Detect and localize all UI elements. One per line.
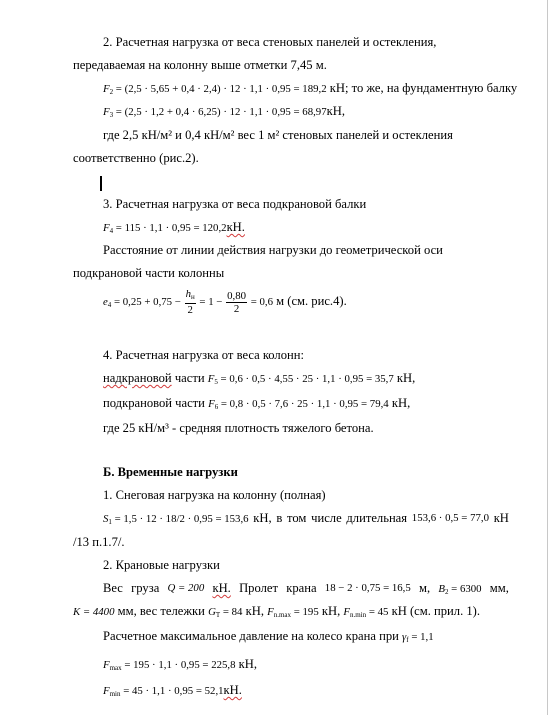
formula-s1 <box>103 510 509 530</box>
formula-expression: = 84 <box>220 606 243 618</box>
formula-fmin <box>103 682 242 702</box>
fraction-numerator: 0,80 <box>227 289 246 302</box>
text: том <box>287 511 307 525</box>
para-crane-line2 <box>73 603 480 623</box>
text: мм, <box>489 581 509 595</box>
formula-symbol: F <box>103 222 110 234</box>
formula-expression: = 1,1 <box>408 631 434 643</box>
formula-e4 <box>103 286 347 320</box>
text: длительная <box>346 511 408 525</box>
formula-symbol: F <box>103 685 110 697</box>
formula-symbol: F <box>208 398 215 410</box>
formula-expression: K = 4400 <box>73 606 115 618</box>
formula-tail: кН, <box>235 657 258 671</box>
text: груза <box>131 581 160 595</box>
formula-expression: = 195 · 1,1 · 0,95 = 225,8 <box>121 659 236 671</box>
formula-subscript: 1 <box>108 518 112 526</box>
formula-tail: м (см. рис.4). <box>272 294 347 308</box>
formula-subscript: 5 <box>214 378 218 386</box>
formula-f4 <box>103 219 245 239</box>
text: Вес <box>103 581 123 595</box>
formula-expression: = 1,5 · 12 · 18/2 · 0,95 = 153,6 <box>111 513 249 525</box>
formula-expression: = 6300 <box>448 583 482 595</box>
formula-expression: = 0,6 <box>248 296 273 308</box>
formula-expression: = (2,5 · 1,2 + 0,4 · 6,25) · 12 · 1,1 · 0,95 = 68,97 <box>113 106 327 118</box>
formula-subscript: max <box>109 664 122 672</box>
formula-expression: 153,6 · 0,5 = 77,0 <box>411 512 489 524</box>
para-columns-heading: 4. Расчетная нагрузка от веса колонн: <box>103 348 304 362</box>
para-weights-line2: соответственно (рис.2). <box>73 151 199 165</box>
text: м, <box>419 581 431 595</box>
text: числе <box>311 511 342 525</box>
formula-subscript: f <box>406 636 409 644</box>
para-distance-line1: Расстояние от линии действия нагрузки до геометрической оси <box>103 243 443 257</box>
text: кН (см. прил. 1). <box>388 604 481 618</box>
formula-expression: = 0,25 + 0,75 − <box>111 296 184 308</box>
formula-symbol: F <box>103 106 110 118</box>
para-weights-line1: где 2,5 кН/м² и 0,4 кН/м² вес 1 м² стеновых панелей и остекления <box>103 128 453 142</box>
para-wall-load-line1 <box>103 34 509 50</box>
fraction-h-over-2 <box>185 288 196 316</box>
para-distance-line2: подкрановой части колонны <box>73 266 225 280</box>
formula-symbol: F <box>103 659 110 671</box>
formula-f6 <box>103 395 410 415</box>
text: в <box>276 511 283 525</box>
formula-subscript: n.max <box>273 611 292 619</box>
fraction-080-over-2 <box>226 290 247 315</box>
formula-subscript: min <box>109 690 121 698</box>
text: части <box>171 371 208 385</box>
formula-expression: = 45 · 1,1 · 0,95 = 52,1 <box>120 685 224 697</box>
spellcheck-word: кН. <box>226 220 245 234</box>
formula-expression: = 0,8 · 0,5 · 7,6 · 25 · 1,1 · 0,95 = 79,4 <box>218 398 389 410</box>
text: крана <box>286 581 317 595</box>
text: кН, <box>242 604 268 618</box>
para-crane-pressure <box>103 628 434 648</box>
para-crane-heading: 2. Крановые нагрузки <box>103 558 220 572</box>
formula-subscript: 2 <box>444 588 449 596</box>
formula-symbol: B <box>438 583 445 595</box>
formula-tail: кН, <box>326 104 345 118</box>
formula-symbol: S <box>103 513 109 525</box>
formula-symbol: e <box>103 296 108 308</box>
text: 2. Расчетная нагрузка от веса стеновых панелей и остекления, <box>103 35 437 49</box>
formula-expression: Q = 200 <box>167 582 205 594</box>
text: кН, <box>318 604 344 618</box>
spellcheck-word: кН. <box>212 581 231 595</box>
para-crane-line1 <box>103 580 509 600</box>
formula-subscript: 3 <box>109 111 114 119</box>
formula-tail: кН, <box>393 371 416 385</box>
formula-symbol: F <box>207 373 215 385</box>
formula-subscript: T <box>215 611 221 619</box>
formula-symbol: F <box>103 83 110 95</box>
text: Пролет <box>239 581 278 595</box>
text: кН, <box>253 511 272 525</box>
formula-symbol: F <box>267 606 274 618</box>
fraction-denominator: 2 <box>233 302 240 315</box>
fraction-numerator: h <box>185 288 191 301</box>
text: кН <box>493 511 509 525</box>
formula-expression: = 115 · 1,1 · 0,95 = 120,2 <box>113 222 227 234</box>
fraction-numerator-subscript: н <box>190 293 195 302</box>
formula-fmax <box>103 656 257 676</box>
formula-subscript: 6 <box>214 403 219 411</box>
formula-expression: = 0,6 · 0,5 · 4,55 · 25 · 1,1 · 0,95 = 35,7 <box>217 373 394 385</box>
formula-subscript: 2 <box>109 88 114 96</box>
formula-tail: кН, <box>388 396 411 410</box>
formula-tail: кН; то же, на фундаментную балку <box>326 81 518 95</box>
formula-symbol: F <box>343 606 351 618</box>
text: подкрановой части <box>103 396 209 410</box>
formula-f2 <box>103 80 517 100</box>
text-cursor[interactable] <box>100 176 102 191</box>
formula-expression: = 45 <box>366 606 389 618</box>
para-concrete-density: где 25 кН/м³ - средняя плотность тяжелого бетона. <box>103 421 374 435</box>
fraction-denominator: 2 <box>187 304 193 317</box>
formula-expression: = 1 − <box>196 296 226 308</box>
formula-f3 <box>103 103 345 123</box>
formula-symbol: G <box>208 606 216 618</box>
formula-f5 <box>103 370 415 390</box>
para-snow-ref: /13 п.1.7/. <box>73 535 125 549</box>
spellcheck-word: надкрановой <box>103 371 172 385</box>
para-wall-load-line2: передаваемая на колонну выше отметки 7,45 м. <box>73 58 327 72</box>
text: Расчетное максимальное давление на колесо крана при <box>103 629 403 643</box>
para-crane-beam-heading: 3. Расчетная нагрузка от веса подкрановой балки <box>103 197 367 211</box>
formula-subscript: 4 <box>109 227 114 235</box>
section-heading-temporary-loads: Б. Временные нагрузки <box>103 465 238 479</box>
formula-expression: 18 − 2 · 0,75 = 16,5 <box>324 582 411 594</box>
formula-subscript: 4 <box>107 301 112 309</box>
formula-expression: = (2,5 · 5,65 + 0,4 · 2,4) · 12 · 1,1 · 0,95 = 189,2 <box>113 83 327 95</box>
formula-expression: = 195 <box>291 606 319 618</box>
formula-symbol: γ <box>402 631 407 643</box>
para-snow-heading: 1. Снеговая нагрузка на колонну (полная) <box>103 488 326 502</box>
spellcheck-word: кН. <box>223 683 242 697</box>
formula-subscript: n.min <box>350 611 367 619</box>
text: мм, вес тележки <box>114 604 209 618</box>
